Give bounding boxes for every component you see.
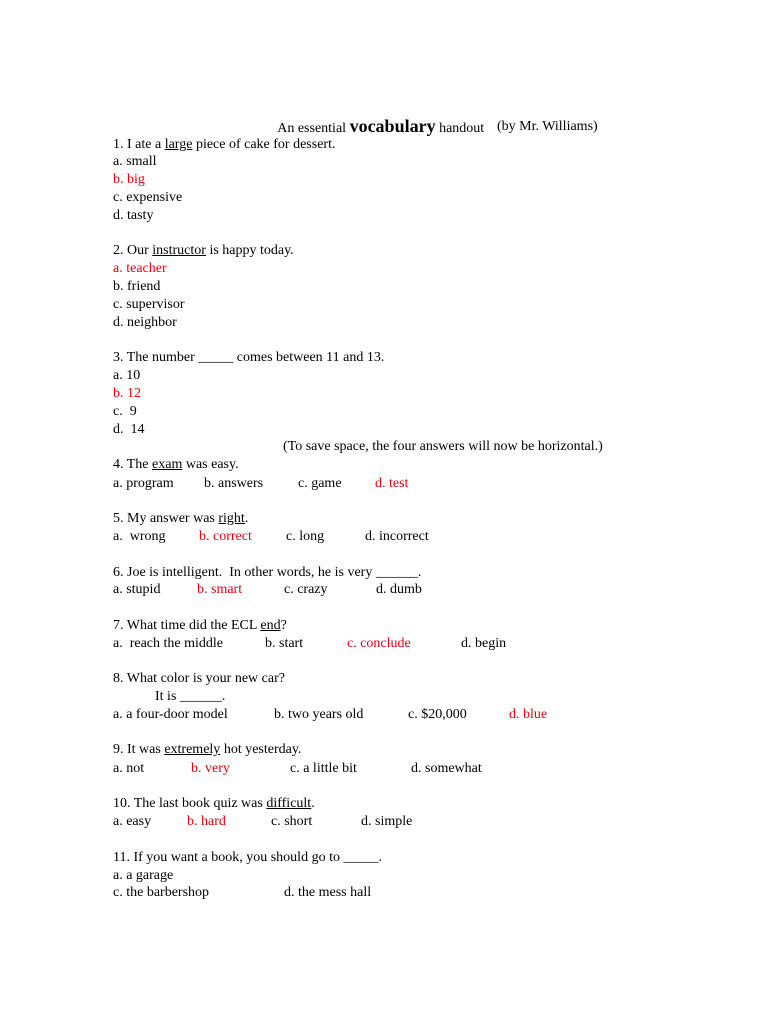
q11-option-d: d. the mess hall: [284, 885, 372, 900]
target-word: right: [218, 511, 245, 526]
q8-option-d-answer: d. blue: [509, 707, 548, 722]
q1-option-a: a. small: [113, 154, 157, 169]
question-8: 8. What color is your new car?: [113, 671, 285, 686]
byline: (by Mr. Williams): [497, 119, 598, 134]
question-6: 6. Joe is intelligent. In other words, he is very ______.: [113, 565, 422, 580]
q5-option-c: c. long: [286, 529, 325, 544]
title-post: handout: [435, 121, 485, 136]
q11-option-a: a. a garage: [113, 868, 174, 883]
question-10: 10. The last book quiz was difficult.: [113, 796, 315, 811]
q6-option-b-answer: b. smart: [197, 582, 243, 597]
target-word: difficult: [266, 796, 312, 811]
q7-option-b: b. start: [265, 636, 304, 651]
q11-option-c: c. the barbershop: [113, 885, 210, 900]
question-1: 1. I ate a large piece of cake for dessert.: [113, 137, 336, 152]
q10-option-b-answer: b. hard: [187, 814, 226, 829]
q9-option-b-answer: b. very: [191, 761, 230, 776]
q3-option-b-answer: b. 12: [113, 386, 141, 401]
q4-option-a: a. program: [113, 476, 174, 491]
q8-option-a: a. a four-door model: [113, 707, 228, 722]
q2-option-a-answer: a. teacher: [113, 261, 167, 276]
question-11: 11. If you want a book, you should go to _____.: [113, 850, 382, 865]
q3-option-a: a. 10: [113, 368, 141, 383]
q1-option-d: d. tasty: [113, 208, 154, 223]
title-emphasis: vocabulary: [349, 116, 436, 136]
q9-option-c: c. a little bit: [290, 761, 357, 776]
q10-option-d: d. simple: [361, 814, 413, 829]
handout-title: [271, 96, 484, 139]
q8-subprompt: It is ______.: [155, 689, 226, 704]
q9-option-d: d. somewhat: [411, 761, 482, 776]
q4-option-c: c. game: [298, 476, 342, 491]
q2-option-b: b. friend: [113, 279, 161, 294]
target-word: large: [164, 137, 193, 152]
q6-option-c: c. crazy: [284, 582, 328, 597]
question-5: 5. My answer was right.: [113, 511, 249, 526]
q3-option-c: c. 9: [113, 404, 137, 419]
target-word: instructor: [152, 243, 206, 258]
q4-option-b: b. answers: [204, 476, 264, 491]
layout-note: (To save space, the four answers will now be horizontal.): [283, 439, 603, 454]
q1-option-c: c. expensive: [113, 190, 183, 205]
q2-option-d: d. neighbor: [113, 315, 177, 330]
question-3: 3. The number _____ comes between 11 and 13.: [113, 350, 385, 365]
q5-option-d: d. incorrect: [365, 529, 429, 544]
q7-option-a: a. reach the middle: [113, 636, 224, 651]
q3-option-d: d. 14: [113, 422, 145, 437]
question-4: 4. The exam was easy.: [113, 457, 239, 472]
q7-option-d: d. begin: [461, 636, 507, 651]
q5-option-a: a. wrong: [113, 529, 166, 544]
q10-option-a: a. easy: [113, 814, 152, 829]
question-2: 2. Our instructor is happy today.: [113, 243, 294, 258]
q6-option-a: a. stupid: [113, 582, 161, 597]
q7-option-c-answer: c. conclude: [347, 636, 411, 651]
target-word: extremely: [164, 742, 221, 757]
question-7: 7. What time did the ECL end?: [113, 618, 287, 633]
q8-option-b: b. two years old: [274, 707, 364, 722]
q8-option-c: c. $20,000: [408, 707, 467, 722]
title-pre: An essential: [277, 121, 350, 136]
q4-option-d-answer: d. test: [375, 476, 409, 491]
target-word: exam: [152, 457, 183, 472]
target-word: end: [260, 618, 281, 633]
q9-option-a: a. not: [113, 761, 145, 776]
q1-option-b-answer: b. big: [113, 172, 145, 187]
q2-option-c: c. supervisor: [113, 297, 185, 312]
q10-option-c: c. short: [271, 814, 313, 829]
q5-option-b-answer: b. correct: [199, 529, 252, 544]
question-9: 9. It was extremely hot yesterday.: [113, 742, 302, 757]
q6-option-d: d. dumb: [376, 582, 422, 597]
